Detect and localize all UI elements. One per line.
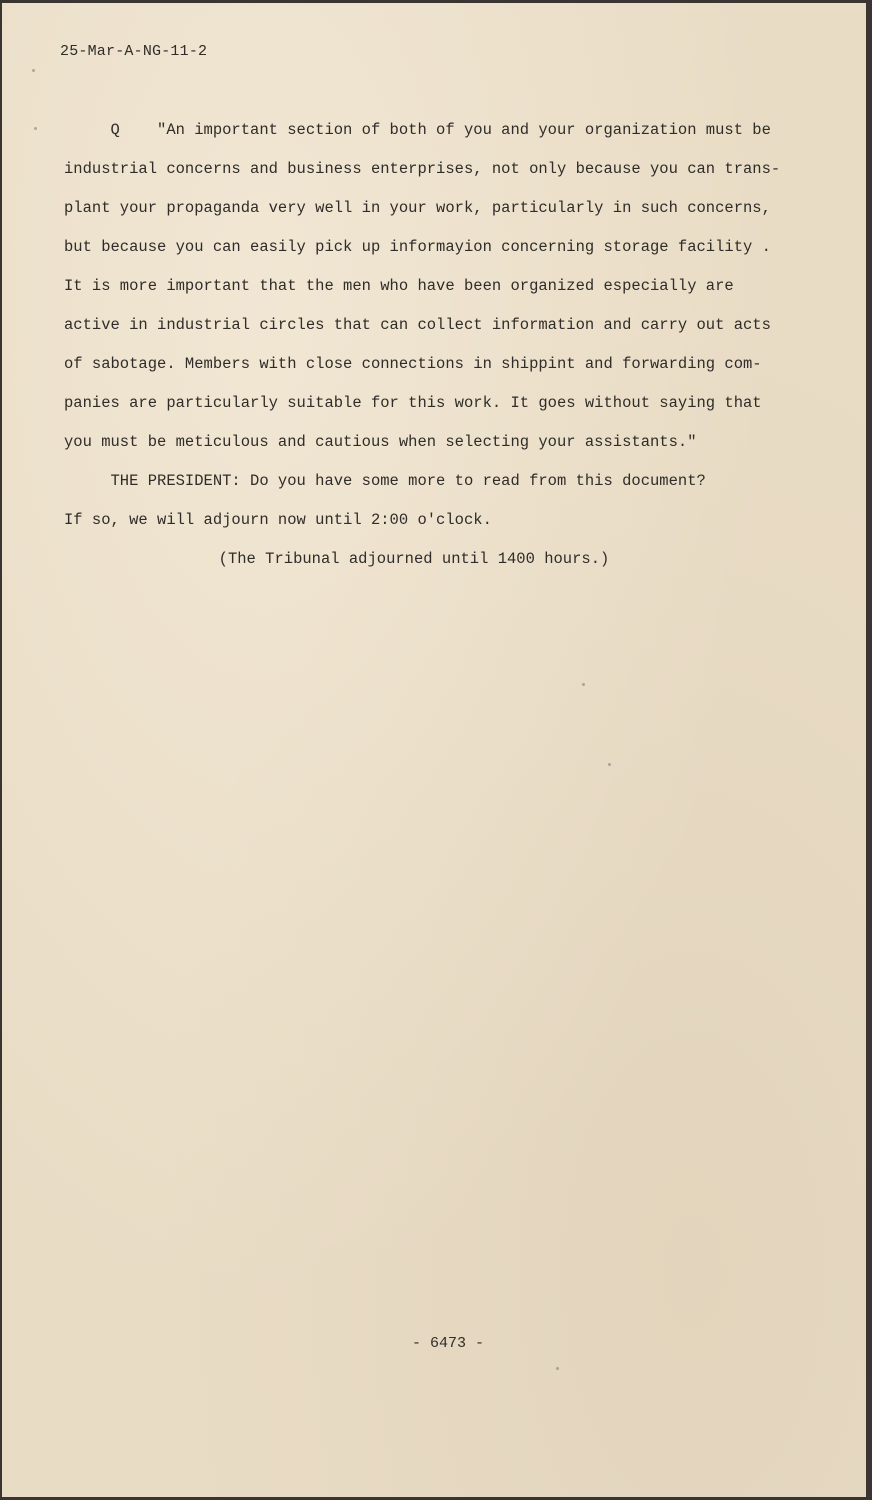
paper-speck <box>608 763 611 766</box>
paper-speck <box>556 1367 559 1370</box>
transcript-body <box>64 111 824 579</box>
text-line: industrial concerns and business enterprises, not only because you can trans- <box>64 160 781 178</box>
text-line: panies are particularly suitable for this work. It goes without saying that <box>64 394 762 412</box>
document-page <box>2 3 866 1497</box>
text-line: plant your propaganda very well in your work, particularly in such concerns, <box>64 199 771 217</box>
text-line: active in industrial circles that can collect information and carry out acts <box>64 316 771 334</box>
adjournment-note: (The Tribunal adjourned until 1400 hours.) <box>218 550 610 568</box>
text-line: you must be meticulous and cautious when selecting your assistants." <box>64 433 697 451</box>
paper-speck <box>34 127 37 130</box>
page-number: - 6473 - <box>411 1335 484 1352</box>
text-line: but because you can easily pick up informayion concerning storage facility . <box>64 238 771 256</box>
paper-speck <box>32 69 35 72</box>
president-line: If so, we will adjourn now until 2:00 o'clock. <box>64 511 492 529</box>
text-line: Q "An important section of both of you and your organization must be <box>64 121 771 139</box>
text-line: It is more important that the men who have been organized especially are <box>64 277 734 295</box>
text-line: of sabotage. Members with close connections in shippint and forwarding com- <box>64 355 762 373</box>
president-line: THE PRESIDENT: Do you have some more to read from this document? <box>64 472 706 490</box>
paper-speck <box>582 683 585 686</box>
document-code: 25-Mar-A-NG-11-2 <box>60 43 208 60</box>
